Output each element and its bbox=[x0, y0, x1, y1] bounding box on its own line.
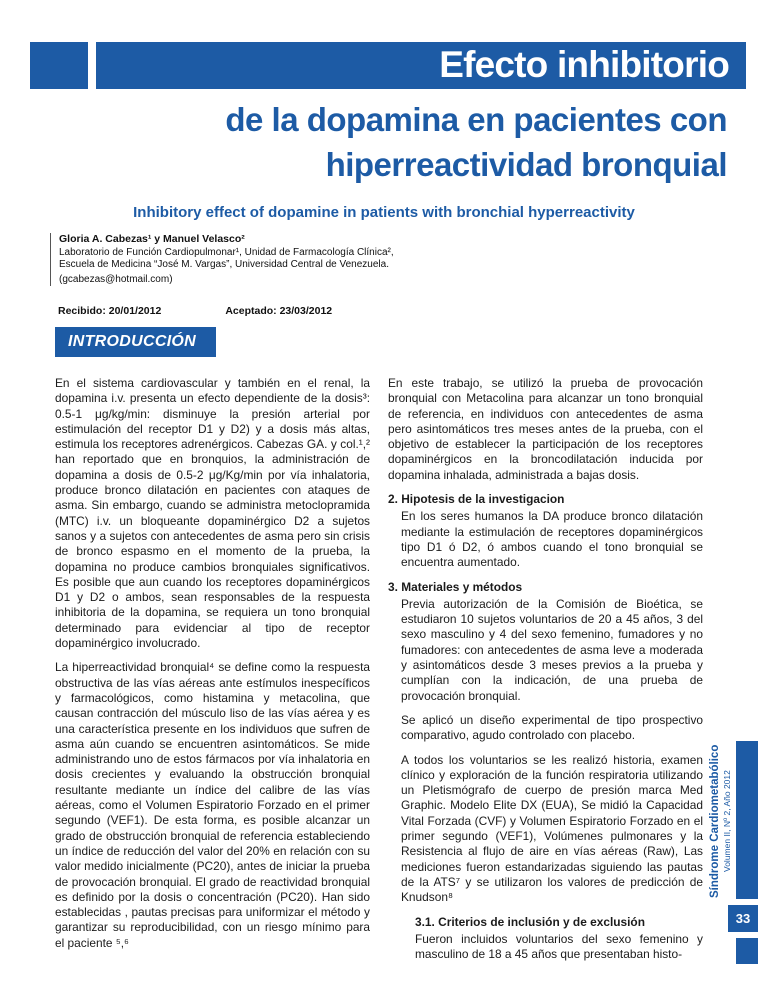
author-affiliation-2: Escuela de Medicina “José M. Vargas”, Universidad Central de Venezuela. bbox=[59, 259, 389, 270]
methods-section bbox=[401, 597, 703, 906]
article-title-line2: de la dopamina en pacientes con bbox=[225, 101, 727, 138]
hypothesis-section bbox=[401, 509, 703, 570]
paragraph: La hiperreactividad bronquial⁴ se define como la respuesta obstructiva de las vías aéreas ante estímulos inespecíficos y farmacológicos, como histamina y metacolina, que causan contracción del músculo liso de las vías aérea y es una característica presente en los individuos que sufren de asma aún cuando se encuentren asintomáticos. Se mide administrando uno de estos fármacos por vía inhalatoria en dosis crecientes y evaluando la obstrucción bronquial resultante mediante un índice del calibre de las vías aéreas, como el Volumen Espiratorio Forzado en el primer segundo (VEF1). De esta forma, es posible alcanzar un grado de obstrucción bronquial de referencia estableciendo un índice de reducción del valor del 20% en relación con su valor medido inicialmente (PC20), antes de iniciar la prueba de provocación bronquial. El grado de reactividad bronquial es definido por la dosis o concentración (PC20). Han sido establecidas , pautas precisas para uniformizar el método y garantizar su reproducibilidad, con un riesgo mínimo para el paciente ⁵,⁶ bbox=[55, 660, 370, 950]
title-banner-accent-block bbox=[30, 42, 88, 89]
article-subtitle-english: Inhibitory effect of dopamine in patients with bronchial hyperreactivity bbox=[133, 204, 635, 221]
title-banner-bar bbox=[96, 42, 746, 89]
journal-spine bbox=[708, 741, 733, 901]
sidebar-accent-strip-bottom bbox=[736, 938, 758, 964]
page-number: 33 bbox=[728, 905, 758, 932]
accepted-date: Aceptado: 23/03/2012 bbox=[225, 305, 333, 317]
journal-name: Síndrome Cardiometabólico bbox=[709, 744, 721, 898]
criteria-section bbox=[415, 915, 703, 963]
section-heading-criteria: 3.1. Criterios de inclusión y de exclusión bbox=[415, 914, 645, 929]
paragraph: En los seres humanos la DA produce bronco dilatación mediante la estimulación de receptores dopaminérgicos tipo D1 ó D2, ó ambos cuando el tono bronquial se encuentra aumentado. bbox=[401, 509, 703, 570]
author-names: Gloria A. Cabezas¹ y Manuel Velasco² bbox=[59, 233, 245, 245]
paragraph: Previa autorización de la Comisión de Bioética, se estudiaron 10 sujetos voluntarios de 20 a 45 años, 3 del sexo masculino y 4 del sexo femenino, fumadores y no fumadores: con antecedentes de asma leve a moderada y asintomáticos desde 3 meses previos a la prueba y cumplían con la indicación, de una prueba de provocación bronquial. bbox=[401, 596, 703, 703]
paragraph: En el sistema cardiovascular y también en el renal, la dopamina i.v. presenta un efecto dependiente de la dosis³: 0.5-1 μg/kg/min: disminuye la presión arterial por estimulación del receptor D1 y D2) y a dosis más altas, estimula los receptores adrenérgicos. Cabezas GA. y col.¹,² han reportado que en bronquios, la administración de dopamina a dosis de 0.5-2 μg/Kg/min por vía inhalatoria, produce bronco dilatación en pacientes con ataques de asma. Sin embargo, cuando se administra metoclopramida (MTC) i.v. un bloqueante dopaminérgico D2 a sujetos sanos y a sujetos con antecedentes de asma pero sin crisis de bronco espasmo en el momento de la prueba, la dopamina no produce cambios bronquiales significativos. Es posible que aun cuando los receptores dopaminérgicos D1 y D2 o ambos, sean responsables de la respuesta inhibitoria de la dopamina, se requiera un tono bronquial determinado para evidenciar al tipo de receptor dopaminérgico involucrado. bbox=[55, 376, 370, 651]
article-title-line3: hiperreactividad bronquial bbox=[325, 146, 727, 183]
author-affiliation-1: Laboratorio de Función Cardiopulmonar¹, Unidad de Farmacología Clínica², bbox=[59, 246, 394, 258]
article-title-line1: Efecto inhibitorio bbox=[439, 44, 729, 85]
paragraph: En este trabajo, se utilizó la prueba de provocación bronquial con Metacolina para alcanzar un tono bronquial de referencia, en individuos con antecedentes de asma pero asintomáticos tres meses antes de la prueba, con el objetivo de establecer la participación de los receptores dopaminérgicos en la broncodilatación inducida por dopamina inhalada, administrada a bajas dosis. bbox=[388, 376, 703, 482]
dates-row bbox=[58, 305, 332, 317]
article-body bbox=[55, 376, 703, 971]
article-title-continued bbox=[0, 97, 727, 187]
journal-volume-info: Volumen II, Nº 2, Año 2012 bbox=[722, 770, 732, 872]
author-email: (gcabezas@hotmail.com) bbox=[59, 273, 173, 285]
section-heading-hypothesis: 2. Hipotesis de la investigacion bbox=[388, 492, 565, 507]
paragraph: Fueron incluidos voluntarios del sexo femenino y masculino de 18 a 45 años que presentaban histo- bbox=[415, 931, 703, 962]
paragraph: A todos los voluntarios se les realizó historia, examen clínico y exploración de la función respiratoria utilizando un Pletismógrafo de cuerpo de presión marca Med Graphic. Modelo Elite DX (EUA), Se midió la Capacidad Vital Forzada (CVF) y Volumen Espiratorio Forzado en el primer segundo (VEF1), Volúmenes pulmonares y la Resistencia al flujo de aire en vías aéreas (Raw), Las mediciones fueron estandarizadas siguiendo las pautas de la ATS⁷ y se utilizaron los valores de predicción de Knudson⁸ bbox=[401, 752, 703, 905]
section-introduction-header: INTRODUCCIÓN bbox=[55, 327, 216, 357]
title-banner bbox=[30, 42, 746, 89]
left-column bbox=[55, 376, 370, 971]
received-date: Recibido: 20/01/2012 bbox=[58, 305, 162, 317]
author-block bbox=[50, 233, 394, 286]
paragraph: Se aplicó un diseño experimental de tipo prospectivo comparativo, agudo controlado con placebo. bbox=[401, 712, 703, 743]
section-heading-methods: 3. Materiales y métodos bbox=[388, 579, 523, 594]
sidebar-accent-strip bbox=[736, 741, 758, 899]
right-column bbox=[388, 376, 703, 971]
